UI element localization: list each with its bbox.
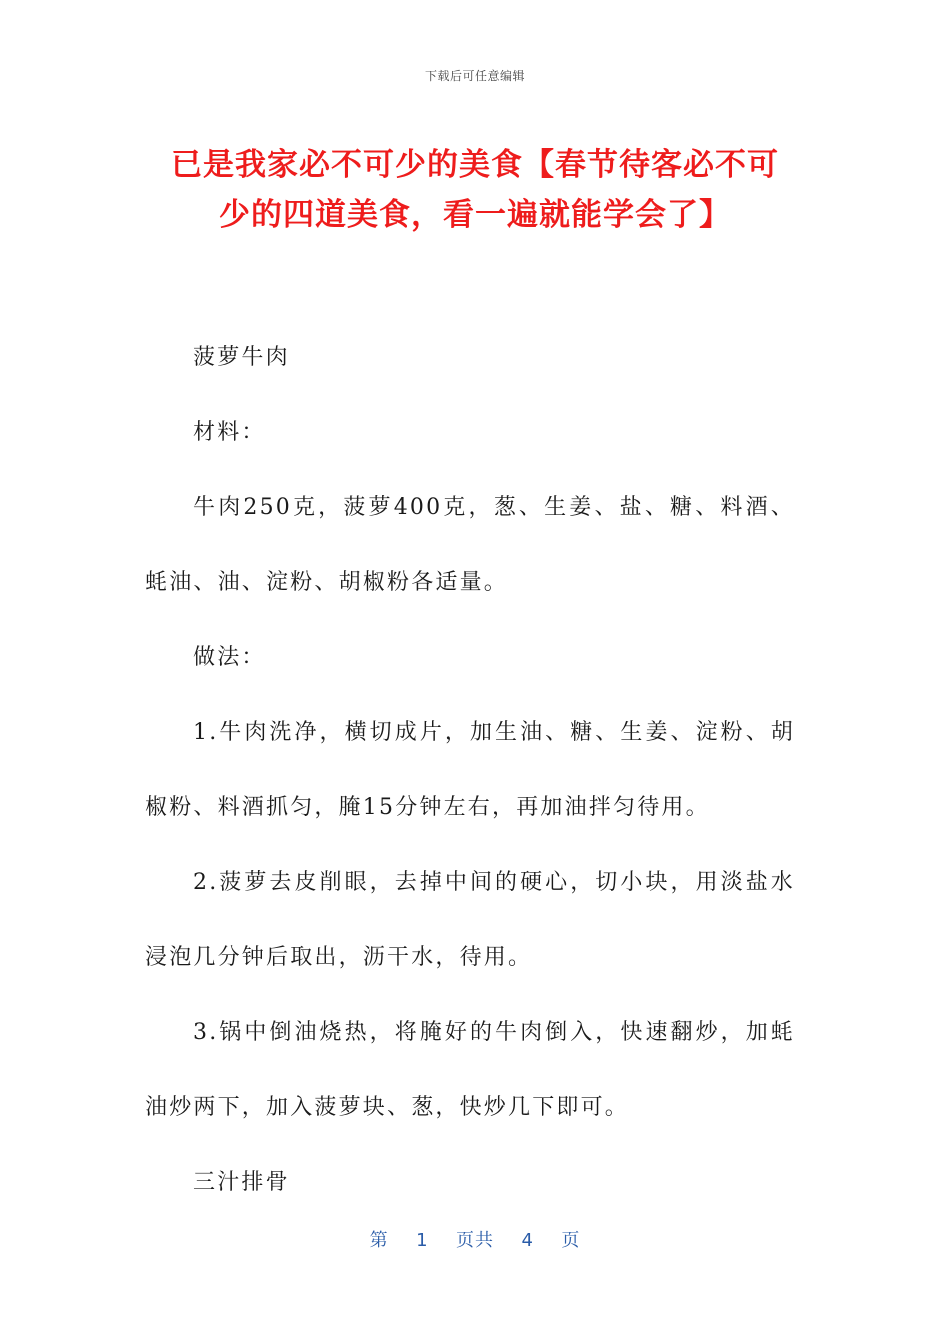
method-step-2: 2.菠萝去皮削眼，去掉中间的硬心，切小块，用淡盐水浸泡几分钟后取出，沥干水，待用。 xyxy=(145,870,795,970)
current-page-number: 1 xyxy=(416,1230,429,1251)
section-heading: 菠萝牛肉 xyxy=(193,345,290,370)
method-step-3: 3.锅中倒油烧热，将腌好的牛肉倒入，快速翻炒，加蚝油炒两下，加入菠萝块、葱，快炒几下即可。 xyxy=(145,1020,795,1120)
total-pages-number: 4 xyxy=(521,1230,534,1251)
method-step-1: 1.牛肉洗净，横切成片，加生油、糖、生姜、淀粉、胡椒粉、料酒抓匀，腌15分钟左右，再加油拌匀待用。 xyxy=(145,720,795,820)
section-heading: 三汁排骨 xyxy=(193,1170,290,1195)
page-prefix: 第 xyxy=(369,1230,389,1251)
document-title xyxy=(145,140,805,240)
ingredients-text: 牛肉250克，菠萝400克，葱、生姜、盐、糖、料酒、蚝油、油、淀粉、胡椒粉各适量。 xyxy=(145,495,795,595)
header-note: 下载后可任意编辑 xyxy=(424,69,525,83)
method-label: 做法： xyxy=(193,645,266,670)
document-title-line-1: 已是我家必不可少的美食【春节待客必不可 xyxy=(171,147,779,183)
document-title-line-2: 少的四道美食，看一遍就能学会了】 xyxy=(219,197,731,233)
page-footer xyxy=(0,1226,950,1252)
ingredients-label: 材料： xyxy=(193,420,266,445)
page-suffix: 页 xyxy=(561,1230,581,1251)
page-middle: 页共 xyxy=(456,1230,494,1251)
document-body xyxy=(145,320,795,1220)
